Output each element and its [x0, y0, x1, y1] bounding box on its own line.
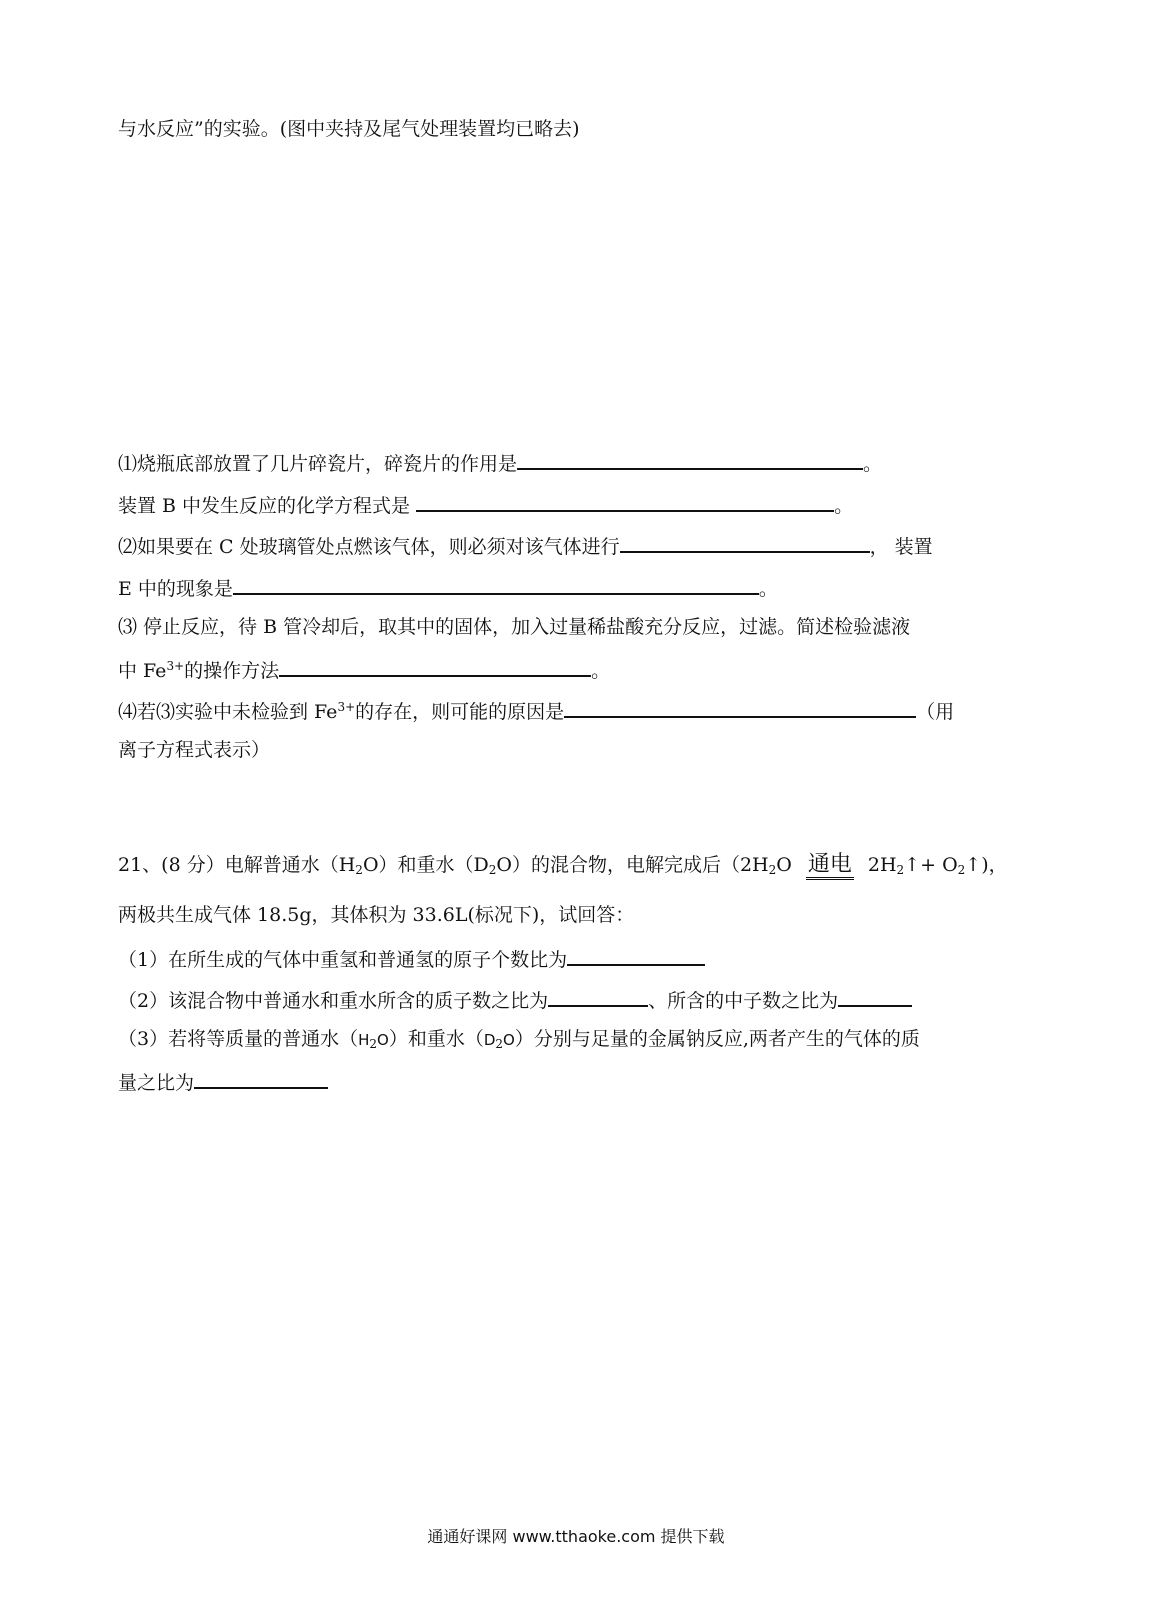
q21-sub2: （2）该混合物中普通水和重水所含的质子数之比为 、所含的中子数之比为: [118, 985, 912, 1014]
q20-part2-line1: ⑵如果要在 C 处玻璃管处点燃该气体，则必须对该气体进行 ， 装置: [118, 531, 933, 560]
q20-part4-line1: ⑷若⑶实验中未检验到 $Fe^{3+}$的存在，则可能的原因是 （用: [118, 696, 954, 725]
q21-line2: 两极共生成气体 18.5g，其体积为 33.6L(标况下)，试回答：: [118, 904, 635, 926]
footer-source: 通通好课网 www.tthaoke.com 提供下载: [427, 1527, 725, 1546]
answer-blank-3[interactable]: [620, 531, 870, 553]
q20-part4-line2: 离子方程式表示）: [118, 739, 271, 761]
answer-blank-4[interactable]: [233, 573, 759, 595]
q20-part2-line2: E 中的现象是 。: [118, 573, 778, 602]
answer-blank-10[interactable]: [194, 1067, 328, 1089]
answer-blank-1[interactable]: [517, 448, 863, 470]
answer-blank-6[interactable]: [564, 696, 916, 718]
answer-blank-7[interactable]: [567, 944, 705, 966]
reaction-condition: 通电: [806, 853, 854, 880]
q20-part1-line1: ⑴烧瓶底部放置了几片碎瓷片，碎瓷片的作用是 。: [118, 448, 882, 477]
intro-line: 与水反应”的实验。(图中夹持及尾气处理装置均已略去): [118, 118, 580, 140]
answer-blank-9[interactable]: [838, 985, 912, 1007]
answer-blank-8[interactable]: [548, 985, 648, 1007]
figure-area: [118, 160, 998, 440]
q20-part3-line1: ⑶ 停止反应，待 B 管冷却后，取其中的固体，加入过量稀盐酸充分反应，过滤。简述检验滤液: [118, 616, 911, 638]
q20-part3-line2: 中 $Fe^{3+}$的操作方法 。: [118, 655, 610, 684]
q21-line1: 21、(8 分）电解普通水$(H_2O)$和重水$(D_2O)$的混合物，电解完成后（$2H_2O$ 通电 $2H_2↑+$ $O_2↑$)，: [118, 852, 1008, 880]
q21-sub3-line2: 量之比为: [118, 1067, 328, 1096]
q20-part1-line2: 装置 B 中发生反应的化学方程式是 。: [118, 490, 853, 519]
answer-blank-2[interactable]: [416, 490, 834, 512]
q21-sub1: （1）在所生成的气体中重氢和普通氢的原子个数比为: [118, 944, 705, 973]
answer-blank-5[interactable]: [279, 655, 591, 677]
q21-sub3-line1: （3）若将等质量的普通水$(H_2O)$和重水$(D_2O)$分别与足量的金属钠反应,两者产生的气体的质: [118, 1028, 920, 1051]
